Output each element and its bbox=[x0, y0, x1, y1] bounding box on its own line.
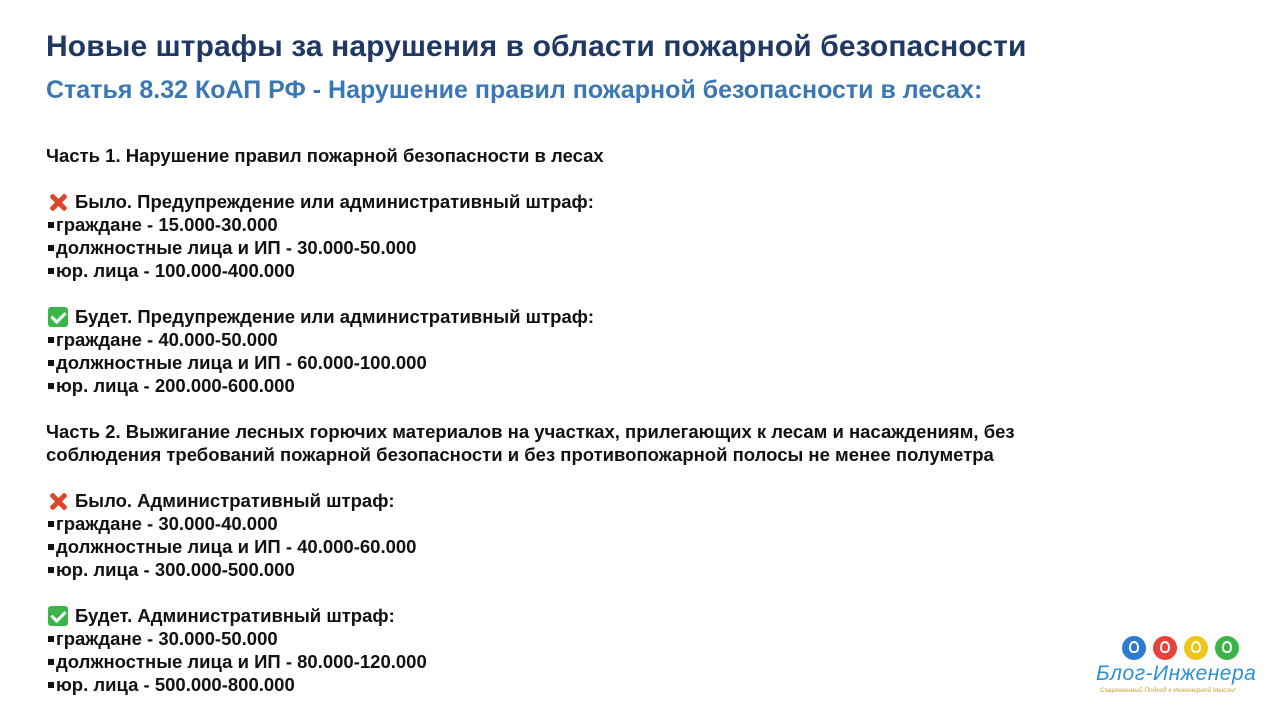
list-item bbox=[46, 328, 1226, 351]
part-1-heading: Часть 1. Нарушение правил пожарной безопасности в лесах bbox=[46, 145, 604, 166]
list-item bbox=[46, 512, 1226, 535]
bullet-icon bbox=[48, 245, 54, 251]
part-1-was-label: Было. Предупреждение или административный штраф: bbox=[75, 191, 594, 212]
list-item bbox=[46, 259, 1226, 282]
part-2-was-label: Было. Административный штраф: bbox=[75, 490, 395, 511]
part-1 bbox=[46, 144, 1226, 397]
part-1-will-label: Будет. Предупреждение или административный штраф: bbox=[75, 306, 595, 327]
list-item-text: граждане - 30.000-40.000 bbox=[56, 513, 278, 534]
logo-text: Блог-Инженера bbox=[1096, 662, 1257, 685]
page-title: Новые штрафы за нарушения в области пожарной безопасности bbox=[46, 30, 1027, 63]
engineer-face-icon bbox=[1153, 636, 1177, 660]
list-item bbox=[46, 213, 1226, 236]
part-2-heading-line-2: соблюдения требований пожарной безопасности и без противопожарной полосы не менее полуметра bbox=[46, 444, 994, 465]
list-item-text: юр. лица - 300.000-500.000 bbox=[56, 559, 295, 580]
bullet-icon bbox=[48, 360, 54, 366]
list-item-text: юр. лица - 500.000-800.000 bbox=[56, 674, 295, 695]
list-item bbox=[46, 673, 1226, 696]
check-mark-icon bbox=[48, 606, 68, 626]
part-2-was bbox=[46, 489, 1226, 581]
bullet-icon bbox=[48, 544, 54, 550]
list-item bbox=[46, 535, 1226, 558]
list-item-text: должностные лица и ИП - 60.000-100.000 bbox=[56, 352, 427, 373]
bullet-icon bbox=[48, 659, 54, 665]
bullet-icon bbox=[48, 682, 54, 688]
list-item-text: должностные лица и ИП - 40.000-60.000 bbox=[56, 536, 417, 557]
list-item-text: граждане - 40.000-50.000 bbox=[56, 329, 278, 350]
bullet-icon bbox=[48, 521, 54, 527]
list-item bbox=[46, 650, 1226, 673]
part-1-was bbox=[46, 190, 1226, 282]
part-2 bbox=[46, 420, 1226, 696]
page-subtitle: Статья 8.32 КоАП РФ - Нарушение правил пожарной безопасности в лесах: bbox=[46, 76, 983, 104]
bullet-icon bbox=[48, 636, 54, 642]
part-1-will bbox=[46, 305, 1226, 397]
cross-mark-icon bbox=[48, 491, 68, 511]
list-item-text: юр. лица - 200.000-600.000 bbox=[56, 375, 295, 396]
list-item bbox=[46, 627, 1226, 650]
bullet-icon bbox=[48, 567, 54, 573]
part-2-will bbox=[46, 604, 1226, 696]
list-item-text: должностные лица и ИП - 80.000-120.000 bbox=[56, 651, 427, 672]
bullet-icon bbox=[48, 337, 54, 343]
cross-mark-icon bbox=[48, 192, 68, 212]
bullet-icon bbox=[48, 222, 54, 228]
list-item bbox=[46, 236, 1226, 259]
list-item-text: должностные лица и ИП - 30.000-50.000 bbox=[56, 237, 417, 258]
list-item-text: граждане - 15.000-30.000 bbox=[56, 214, 278, 235]
list-item bbox=[46, 374, 1226, 397]
bullet-icon bbox=[48, 268, 54, 274]
engineer-face-icon bbox=[1215, 636, 1239, 660]
list-item-text: юр. лица - 100.000-400.000 bbox=[56, 260, 295, 281]
blog-logo bbox=[1096, 636, 1266, 696]
bullet-icon bbox=[48, 383, 54, 389]
part-2-heading-line-1: Часть 2. Выжигание лесных горючих материалов на участках, прилегающих к лесам и насаждениям, без bbox=[46, 421, 1015, 442]
check-mark-icon bbox=[48, 307, 68, 327]
list-item bbox=[46, 351, 1226, 374]
content bbox=[46, 144, 1226, 696]
engineer-face-icon bbox=[1184, 636, 1208, 660]
part-2-will-label: Будет. Административный штраф: bbox=[75, 605, 395, 626]
logo-icons bbox=[1122, 636, 1239, 660]
engineer-face-icon bbox=[1122, 636, 1146, 660]
list-item bbox=[46, 558, 1226, 581]
list-item-text: граждане - 30.000-50.000 bbox=[56, 628, 278, 649]
logo-tagline: Современный Подход к Инженерной Мысли! bbox=[1100, 687, 1236, 694]
